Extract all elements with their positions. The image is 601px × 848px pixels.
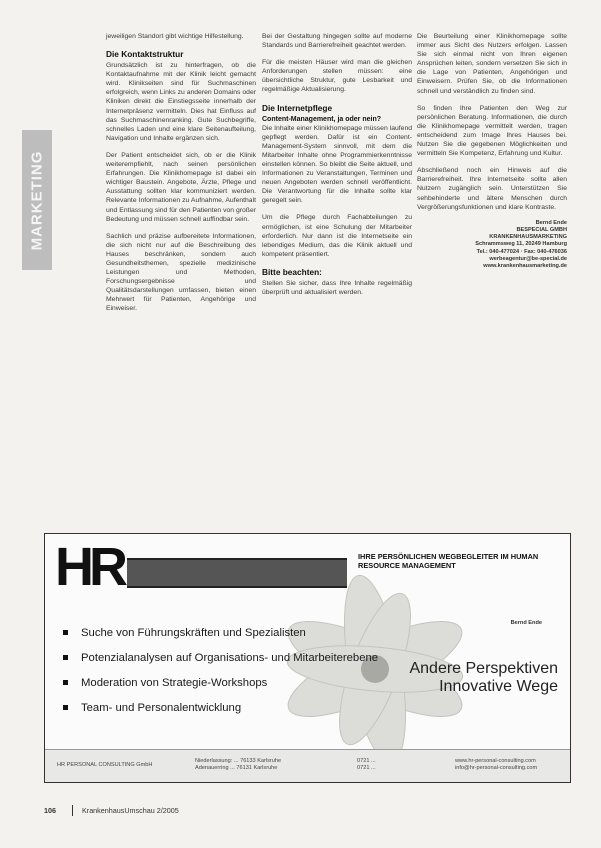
- magazine-issue: KrankenhausUmschau 2/2005: [82, 806, 179, 815]
- ad-phone: [357, 758, 429, 772]
- text-column-2: [262, 32, 412, 305]
- ad-address: [195, 758, 345, 772]
- ad-company-name: HR PERSONAL CONSULTING GmbH: [57, 762, 153, 768]
- contact-website: www.krankenhausmarketing.de: [483, 262, 567, 269]
- contact-company: BESPECIAL GMBH: [516, 226, 567, 233]
- paragraph: Die Beurteilung einer Klinikhomepage sollte immer aus Sicht des Nutzers erfolgen. Lassen Sie sich einmal nicht von Ihren eigenen Ansprüchen leiten, sondern versetzen Sie sich in die Lage von Patienten, Angehörigen und Einweisern. Prüfen Sie, ob die Informationen schnell und verständlich zu finden sind.: [417, 33, 567, 95]
- ad-slogan: [409, 660, 558, 696]
- logo-band: [127, 558, 347, 588]
- page-footer: [44, 806, 344, 818]
- service-item: Moderation von Strategie-Workshops: [63, 676, 378, 701]
- ad-website: www.hr-personal-consulting.com: [455, 758, 536, 764]
- ad-footer: [45, 749, 570, 782]
- hr-logo: HR: [55, 537, 123, 597]
- hr-advertisement: [44, 533, 571, 783]
- ad-headline: IHRE PERSÖNLICHEN WEGBEGLEITER IM HUMAN RESOURCE MANAGEMENT: [358, 552, 539, 570]
- paragraph: Bei der Gestaltung hingegen sollte auf moderne Standards und Barrierefreiheit geachtet werden.: [262, 33, 412, 50]
- heading-bitte-beachten: Bitte beachten:: [262, 266, 322, 277]
- paragraph: Die Inhalte einer Klinikhomepage müssen laufend gepflegt werden. Dafür ist ein Content-Management-System sinnvoll, mit dem die Mitarbeiter Inhalte ohne Programmierkenntnisse einstellen können. So bleibt die Seite aktuell, und Informationen zu Veranstaltungen, Terminen und neuen Angeboten werden schnell veröffentlicht. Die Verantwortung für die Inhalte sollte klar geregelt sein.: [262, 124, 412, 205]
- subheading-content-management: Content-Management, ja oder nein?: [262, 115, 382, 123]
- contact-division: KRANKENHAUSMARKETING: [489, 234, 567, 241]
- ad-signature: Bernd Ende: [510, 620, 542, 626]
- contact-address: Schrammsweg 11, 20249 Hamburg: [475, 241, 567, 248]
- ad-phone-2: 0721 ...: [357, 765, 376, 771]
- slogan-line-2: Innovative Wege: [439, 678, 558, 695]
- paragraph: Abschließend noch ein Hinweis auf die Barrierefreiheit. Ihre Internetseite sollte allen Nutzern zugänglich sein. Unterstützen Sie sehbehinderte und ältere Menschen durch Vergrößerungsfunktionen und klare Kontraste.: [417, 167, 567, 211]
- contact-email: werbeagentur@be-special.de: [489, 255, 567, 262]
- paragraph: Stellen Sie sicher, dass Ihre Inhalte regelmäßig überprüft und aktualisiert werden.: [262, 279, 412, 296]
- paragraph: Um die Pflege durch Fachabteilungen zu ermöglichen, ist eine Schulung der Mitarbeiter erforderlich. Nur dann ist die Internetseite ein lebendiges Medium, das die Klinik aktuell und kompetent präsentiert.: [262, 214, 412, 258]
- slogan-line-1: Andere Perspektiven: [409, 660, 558, 677]
- ad-email: info@hr-personal-consulting.com: [455, 765, 538, 771]
- section-label: MARKETING: [28, 150, 46, 250]
- service-item: Suche von Führungskräften und Spezialisten: [63, 626, 378, 651]
- ad-address-line-2: Adenauerring ... 76131 Karlsruhe: [195, 765, 278, 771]
- author-name: Bernd Ende: [535, 219, 567, 226]
- intro-paragraph: jeweiligen Standort gibt wichtige Hilfestellung.: [106, 33, 244, 40]
- paragraph: Für die meisten Häuser wird man die gleichen Anforderungen stellen müssen: eine übersichtliche Struktur, gute Lesbarkeit und regelmäßige Aktualisierung.: [262, 59, 412, 94]
- author-contact-block: [417, 220, 567, 270]
- page-number: 106: [44, 806, 56, 815]
- footer-divider: [72, 805, 73, 816]
- heading-internetpflege: Die Internetpflege: [262, 102, 333, 113]
- service-list: [63, 626, 378, 726]
- service-item: Team- und Personalentwicklung: [63, 701, 378, 726]
- paragraph: Sachlich und präzise aufbereitete Informationen, die sich nicht nur auf die Beschreibung des Hauses beschränken, sondern auch Gesundheitsthemen, spezielle medizinische Leistungen und Methoden, Forschungsergebnisse und Qualitätsdarstellungen umfassen, bieten einen Mehrwert für Patienten, Angehörige und Einweiser.: [106, 232, 256, 313]
- ad-phone-1: 0721 ...: [357, 758, 376, 764]
- text-column-1: [106, 32, 256, 322]
- heading-kontaktstruktur: Die Kontaktstruktur: [106, 49, 184, 60]
- paragraph: Der Patient entscheidet sich, ob er die Klinik weiterempfiehlt, nach seinen persönlichen Erfahrungen. Die Klinikhomepage ist dabei ein wichtiger Baustein. Angebote, Ärzte, Pflege und Ausstattung sollten klar kommuniziert werden. Relevante Informationen zu Aufnahme, Aufenthalt und Entlassung sind für den Patienten von großer Bedeutung und müssen schnell auffindbar sein.: [106, 151, 256, 223]
- text-column-3: [417, 32, 567, 270]
- ad-web: [455, 758, 565, 772]
- ad-address-line-1: Niederlassung: ... 76133 Karlsruhe: [195, 758, 282, 764]
- contact-phone: Tel.: 040-477024 · Fax: 040-476036: [476, 248, 567, 255]
- paragraph: Grundsätzlich ist zu hinterfragen, ob die Kontaktaufnahme mit der Klinik leicht gemacht wird. Klinikseiten sind für Suchmaschinen erfolgreich, wenn Links zu anderen Domains oder Kliniken direkt die Einstiegsseite innerhalb der Internetpräsenz vermitteln. Dies hat Einfluss auf das Suchmaschinenranking. Gute Suchbegriffe, schnelles Laden und eine klare Seitenaufteilung, Navigation und Inhalte ergänzen sich.: [106, 62, 256, 142]
- section-label-wrap: [22, 130, 52, 270]
- paragraph: So finden Ihre Patienten den Weg zur persönlichen Beratung. Informationen, die durch die Klinikhomepage vermittelt werden, tragen entscheidend zum Image Ihres Hauses bei. Nutzen Sie die gegebenen Möglichkeiten und vermitteln Sie Kompetenz, Erfahrung und Kultur.: [417, 104, 567, 158]
- service-item: Potenzialanalysen auf Organisations- und Mitarbeiterebene: [63, 651, 378, 676]
